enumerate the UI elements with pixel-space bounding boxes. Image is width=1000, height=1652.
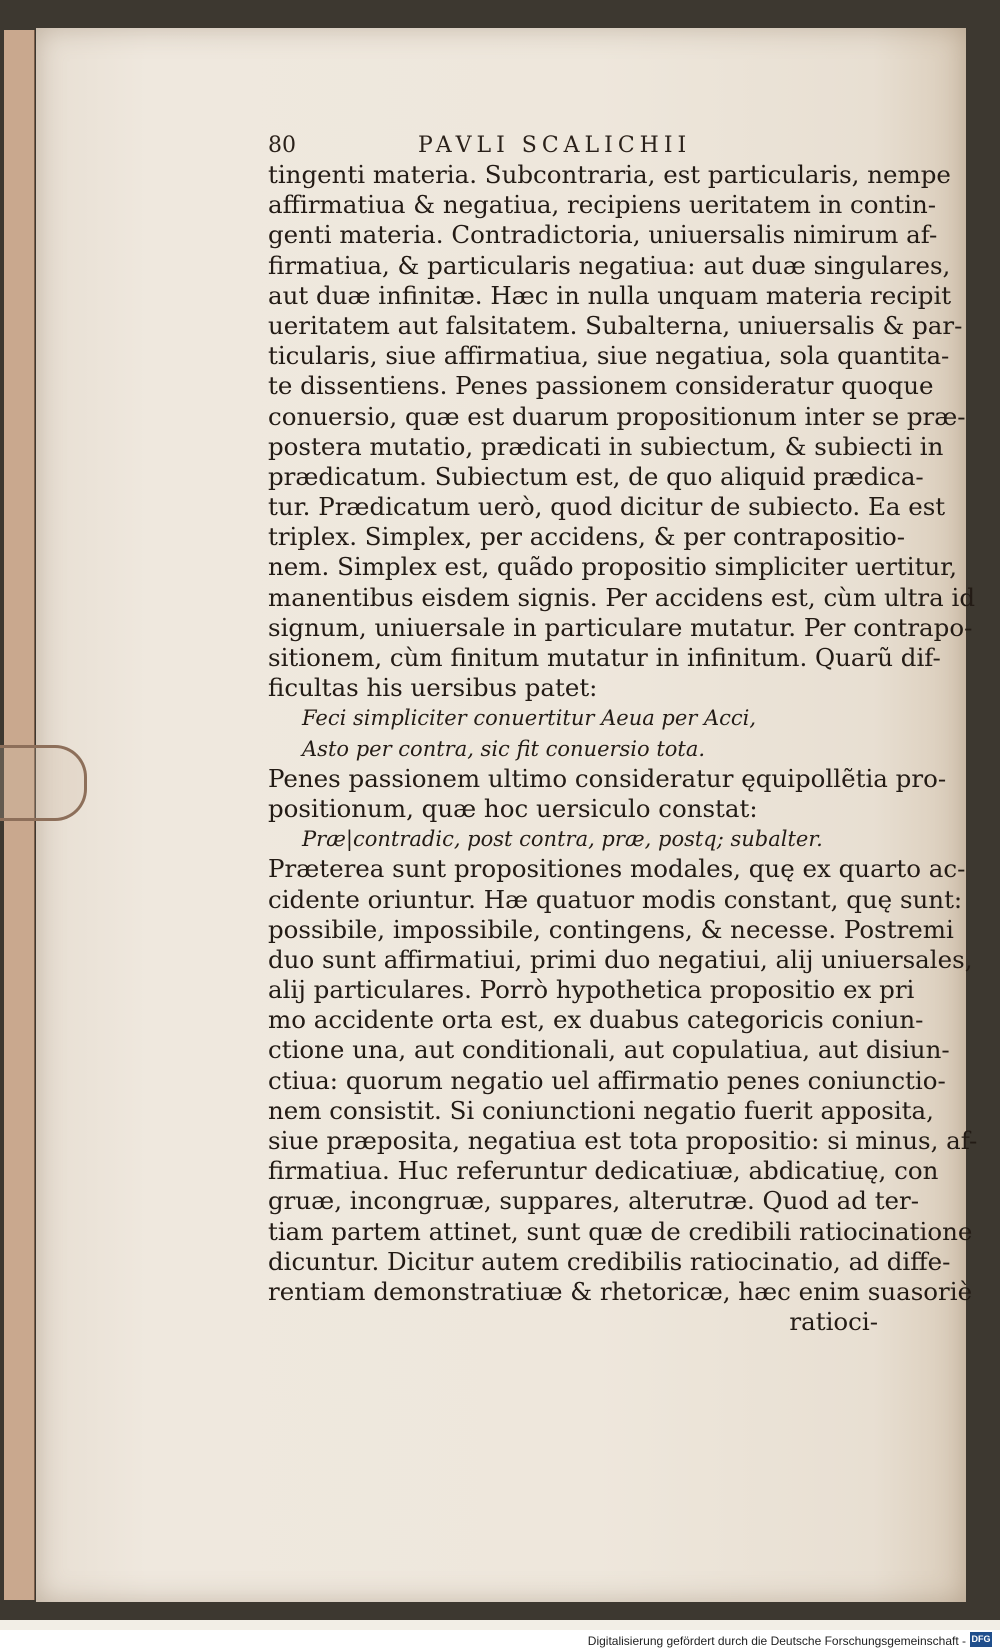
page-number: 80 bbox=[268, 133, 296, 158]
text-line: triplex. Simplex, per accidens, & per contrapositio- bbox=[268, 522, 905, 552]
text-line: manentibus eisdem signis. Per accidens est, cùm ultra id bbox=[268, 582, 976, 612]
text-line: te dissentiens. Penes passionem consideratur quoque bbox=[268, 371, 934, 401]
text-line: duo sunt affirmatiui, primi duo negatiui, alij uniuersales, bbox=[268, 944, 973, 974]
text-line: genti materia. Contradictoria, uniuersalis nimirum af- bbox=[268, 220, 938, 250]
text-line: positionum, quæ hoc uersiculo constat: bbox=[268, 793, 758, 823]
text-line: mo accidente orta est, ex duabus categoricis coniun- bbox=[268, 1005, 924, 1035]
text-line: firmatiua, & particularis negatiua: aut duæ singulares, bbox=[268, 250, 951, 280]
text-line: Penes passionem ultimo consideratur ęquipollẽtia pro- bbox=[268, 763, 947, 793]
text-line: signum, uniuersale in particulare mutatur. Per contrapo- bbox=[268, 612, 973, 642]
text-line: firmatiua. Huc referuntur dedicatiuæ, abdicatiuę, con bbox=[268, 1156, 939, 1186]
digitization-credit: Digitalisierung gefördert durch die Deutsche Forschungsgemeinschaft - bbox=[587, 1634, 966, 1648]
text-line: cidente oriuntur. Hæ quatuor modis constant, quę sunt: bbox=[268, 884, 963, 914]
verse-line: Præ|contradic, post contra, præ, postq; subalter. bbox=[302, 827, 823, 852]
dfg-logo: DFG bbox=[970, 1632, 992, 1647]
text-line: ficultas his uersibus patet: bbox=[268, 673, 598, 703]
text-line: nem consistit. Si coniunctioni negatio fuerit apposita, bbox=[268, 1095, 934, 1125]
page-header bbox=[268, 133, 888, 163]
text-line: tingenti materia. Subcontraria, est particularis, nempe bbox=[268, 160, 951, 189]
verse-line: Asto per contra, sic fit conuersio tota. bbox=[302, 736, 706, 761]
text-line: aut duæ infinitæ. Hæc in nulla unquam materia recipit bbox=[268, 280, 952, 310]
text-line: ctiua: quorum negatio uel affirmatio penes coniunctio- bbox=[268, 1065, 946, 1095]
text-line: ticularis, siue affirmatiua, siue negatiua, sola quantita- bbox=[268, 341, 950, 371]
text-line: siue præposita, negatiua est tota propositio: si minus, af- bbox=[268, 1126, 978, 1155]
binding-strap bbox=[0, 745, 87, 821]
text-line: ctione una, aut conditionali, aut copulatiua, aut disiun- bbox=[268, 1035, 950, 1065]
catchword: ratioci- bbox=[789, 1307, 878, 1337]
text-line: tur. Prædicatum uerò, quod dicitur de subiecto. Ea est bbox=[268, 492, 946, 522]
text-line: gruæ, incongruæ, suppares, alterutræ. Quod ad ter- bbox=[268, 1186, 920, 1216]
text-line: conuersio, quæ est duarum propositionum inter se præ- bbox=[268, 401, 966, 431]
text-line: prædicatum. Subiectum est, de quo aliquid prædica- bbox=[268, 461, 924, 491]
text-line: possibile, impossibile, contingens, & necesse. Postremi bbox=[268, 914, 954, 944]
body-text bbox=[268, 160, 978, 1337]
text-line: sitionem, cùm finitum mutatur in infinitum. Quarũ dif- bbox=[268, 643, 941, 672]
text-line: Præterea sunt propositiones modales, quę ex quarto ac- bbox=[268, 854, 966, 884]
text-line: dicuntur. Dicitur autem credibilis ratiocinatio, ad diffe- bbox=[268, 1246, 951, 1276]
text-line: ueritatem aut falsitatem. Subalterna, uniuersalis & par- bbox=[268, 310, 963, 340]
verse-line: Feci simpliciter conuertitur Aeua per Acci, bbox=[302, 706, 757, 731]
text-line: alij particulares. Porrò hypothetica propositio ex pri bbox=[268, 975, 915, 1005]
text-line: rentiam demonstratiuæ & rhetoricæ, hæc enim suasoriè bbox=[268, 1276, 973, 1306]
text-line: tiam partem attinet, sunt quæ de credibili ratiocinatione bbox=[268, 1216, 973, 1246]
text-line: nem. Simplex est, quãdo propositio simpliciter uertitur, bbox=[268, 552, 958, 582]
text-line: affirmatiua & negatiua, recipiens ueritatem in contin- bbox=[268, 190, 937, 220]
text-line: postera mutatio, prædicati in subiectum, & subiecti in bbox=[268, 431, 944, 461]
running-head: PAVLI SCALICHII bbox=[418, 133, 692, 158]
